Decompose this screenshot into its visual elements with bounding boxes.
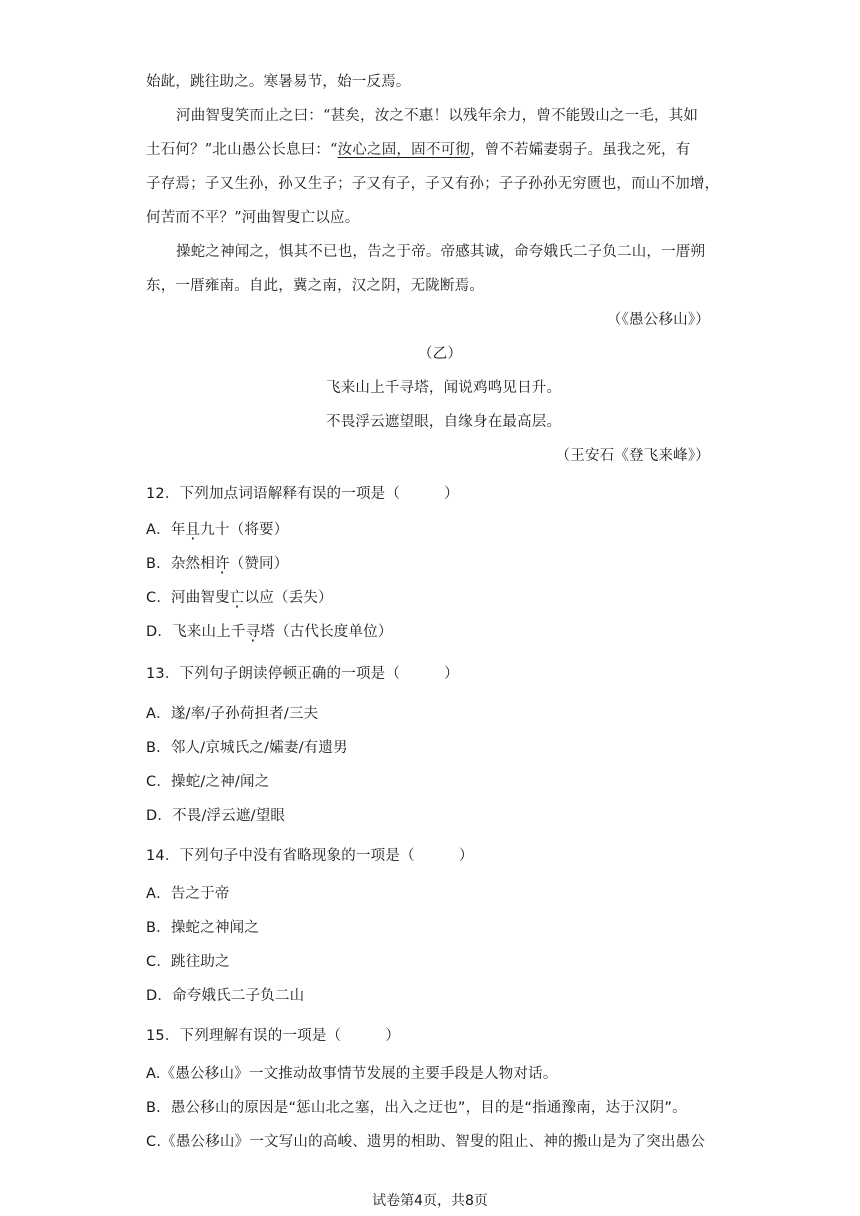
passage-b-heading: （乙） — [418, 346, 463, 362]
q12-d-dotted-word: 寻 — [245, 624, 261, 640]
q12-b-pre: B．杂然相 — [146, 556, 215, 572]
q13-option-a: A．遂/率/子孙荷担者/三夫 — [146, 706, 319, 722]
q14-option-c: C．跳往助之 — [146, 954, 230, 970]
q15-stem: 15．下列理解有误的一项是（ ） — [146, 1028, 401, 1044]
passage-a-line-1: 始龀，跳往助之。寒暑易节，始一反焉。 — [146, 74, 411, 90]
q12-b-post: （赞同） — [229, 556, 289, 572]
q12-c-dotted-word: 亡 — [229, 590, 245, 606]
q13-stem: 13．下列句子朗读停顿正确的一项是（ ） — [146, 666, 459, 682]
q14-option-b: B．操蛇之神闻之 — [146, 920, 260, 936]
q12-a-post: 九十（将要） — [200, 522, 289, 538]
q14-stem: 14．下列句子中没有省略现象的一项是（ ） — [146, 848, 474, 864]
passage-a-line-7: 东，一厝雍南。自此，冀之南，汉之阴，无陇断焉。 — [146, 278, 485, 294]
poem-line-1: 飞来山上千寻塔，闻说鸡鸣见日升。 — [326, 380, 562, 396]
q12-c-post: 以应（丢失） — [244, 590, 333, 606]
passage-a-line-3 — [146, 140, 690, 160]
q15-option-a: A.《愚公移山》一文推动故事情节发展的主要手段是人物对话。 — [146, 1066, 558, 1082]
q13-option-d: D．不畏/浮云遮/望眼 — [146, 808, 286, 824]
q12-option-a — [146, 520, 288, 540]
q13-option-c: C．操蛇/之神/闻之 — [146, 774, 270, 790]
q12-d-pre: D．飞来山上千 — [146, 624, 246, 640]
passage-a-line-6: 操蛇之神闻之，惧其不已也，告之于帝。帝感其诚，命夸娥氏二子负二山，一厝朔 — [176, 244, 706, 260]
q15-option-c: C.《愚公移山》一文写山的高峻、遗男的相助、智叟的阻止、神的搬山是为了突出愚公 — [146, 1134, 706, 1150]
q13-option-b: B．邻人/京城氏之/孀妻/有遗男 — [146, 740, 348, 756]
passage-b-source: （王安石《登飞来峰》） — [555, 448, 710, 464]
q12-stem: 12．下列加点词语解释有误的一项是（ ） — [146, 486, 459, 502]
q12-a-pre: A．年 — [146, 522, 186, 538]
q14-option-d: D．命夸娥氏二子负二山 — [146, 988, 305, 1004]
passage-a-line-5: 何苦而不平？”河曲智叟亡以应。 — [146, 210, 360, 226]
q14-option-a: A．告之于帝 — [146, 886, 230, 902]
q12-option-c — [146, 588, 333, 608]
passage-a-line-4: 子存焉；子又生孙，孙又生子；子又有子，子又有孙；子子孙孙无穷匮也，而山不加增， — [146, 176, 720, 192]
q12-c-pre: C．河曲智叟 — [146, 590, 230, 606]
q12-option-b — [146, 554, 288, 574]
q12-a-dotted-word: 且 — [185, 522, 201, 538]
page-footer: 试卷第4页，共8页 — [372, 1193, 488, 1209]
passage-a-source: （《愚公移山》） — [606, 312, 710, 328]
q15-option-b: B．愚公移山的原因是“惩山北之塞，出入之迂也”，目的是“指通豫南，达于汉阴”。 — [146, 1100, 687, 1116]
q12-d-post: 塔（古代长度单位） — [260, 624, 393, 640]
underlined-sentence: 汝心之固，固不可彻 — [337, 142, 470, 158]
q12-b-dotted-word: 许 — [214, 556, 230, 572]
poem-line-2: 不畏浮云遮望眼，自缘身在最高层。 — [326, 414, 562, 430]
q12-option-d — [146, 622, 393, 642]
passage-a-line-3-start: 土石何？”北山愚公长息曰：“ — [146, 142, 338, 158]
passage-a-line-2: 河曲智叟笑而止之曰：“甚矣，汝之不惠！以残年余力，曾不能毁山之一毛，其如 — [176, 108, 699, 124]
passage-a-line-3-end: ，曾不若孀妻弱子。虽我之死，有 — [469, 142, 691, 158]
